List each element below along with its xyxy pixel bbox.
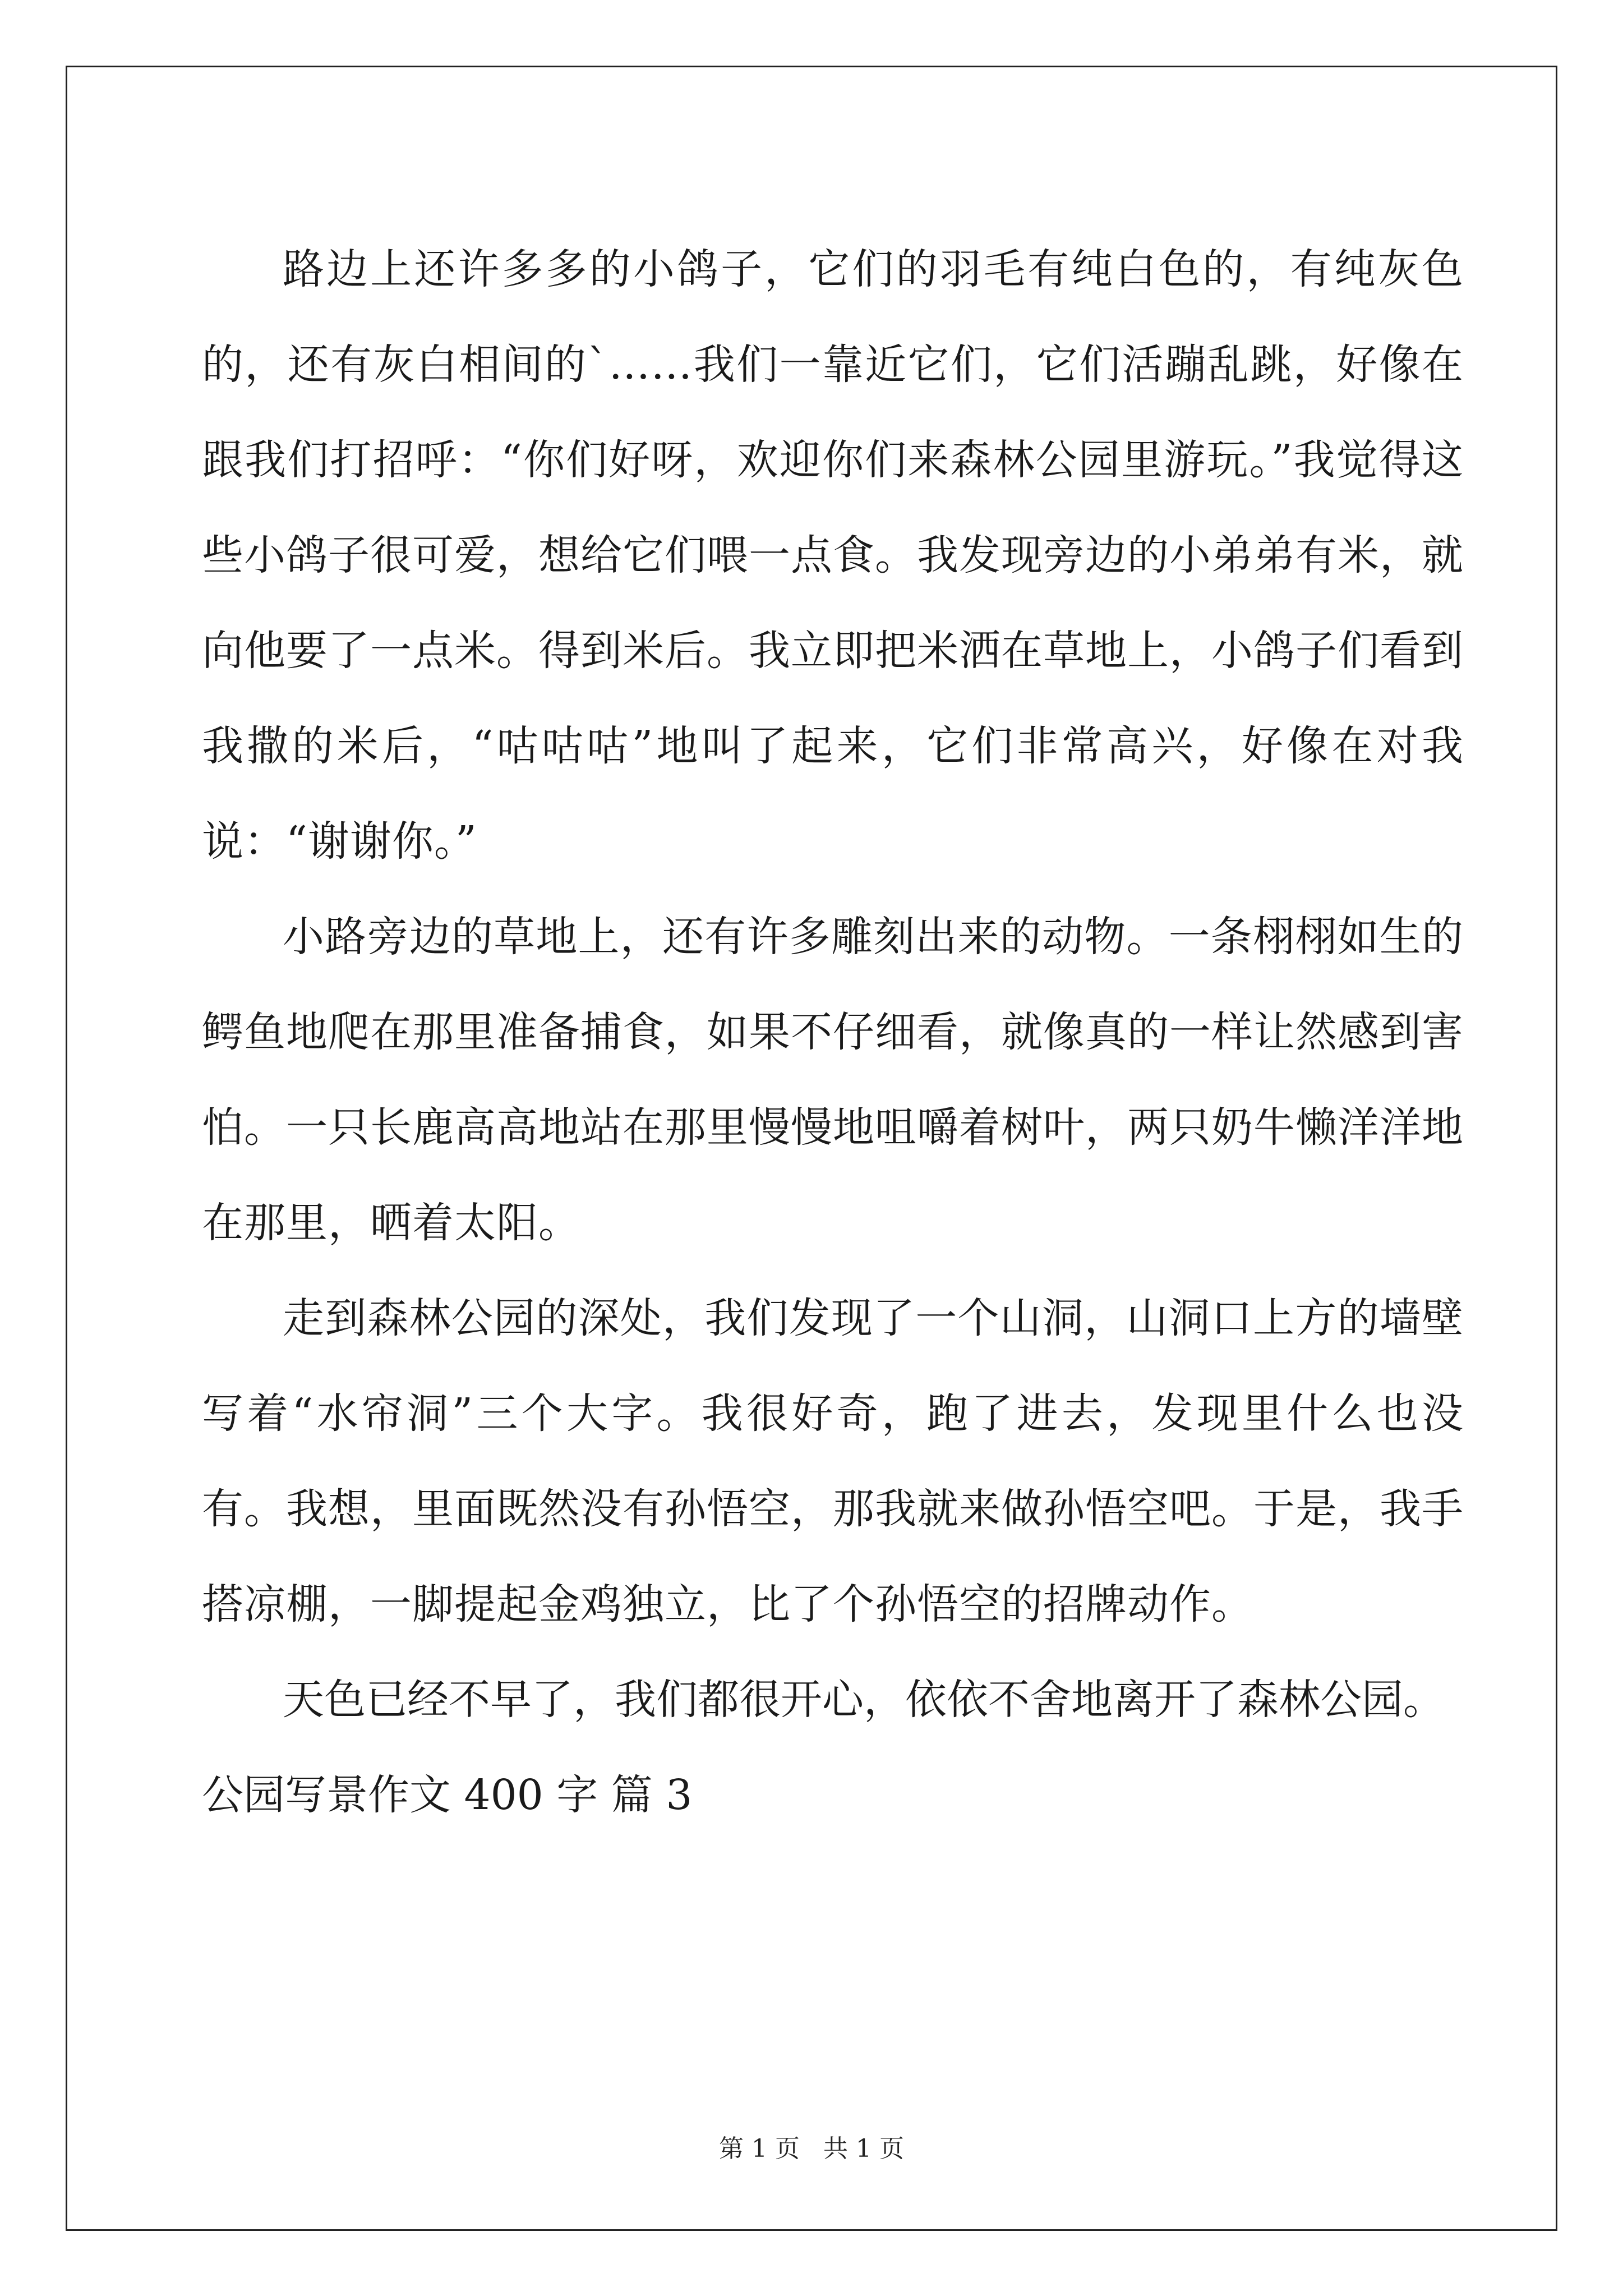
paragraph-4: 天色已经不早了，我们都很开心，依依不舍地离开了森林公园。 xyxy=(283,1676,1445,1724)
section-heading: 公园写景作文 400 字 篇 3 xyxy=(202,1771,693,1819)
page-number-footer: 第 1 页 共 1 页 xyxy=(719,2134,904,2163)
document-body xyxy=(202,222,1464,1843)
paragraph-2: 小路旁边的草地上，还有许多雕刻出来的动物。一条栩栩如生的鳄鱼地爬在那里准备捕食，如果不仔细看，就像真的一样让然感到害怕。一只长鹿高高地站在那里慢慢地咀嚼着树叶，两只奶牛懒洋洋地在那里，晒着太阳。 xyxy=(202,913,1464,1247)
paragraph-1: 路边上还许多多的小鸽子，它们的羽毛有纯白色的，有纯灰色的，还有灰白相间的`……我们一靠近它们，它们活蹦乱跳，好像在跟我们打招呼：“你们好呀，欢迎你们来森林公园里游玩。”我觉得这些小鸽子很可爱，想给它们喂一点食。我发现旁边的小弟弟有米，就向他要了一点米。得到米后。我立即把米洒在草地上，小鸽子们看到我撒的米后，“咕咕咕”地叫了起来，它们非常高兴，好像在对我说：“谢谢你。” xyxy=(202,245,1464,866)
paragraph-3: 走到森林公园的深处，我们发现了一个山洞，山洞口上方的墙壁写着“水帘洞”三个大字。我很好奇，跑了进去，发现里什么也没有。我想，里面既然没有孙悟空，那我就来做孙悟空吧。于是，我手搭凉棚，一脚提起金鸡独立，比了个孙悟空的招牌动作。 xyxy=(202,1294,1464,1628)
